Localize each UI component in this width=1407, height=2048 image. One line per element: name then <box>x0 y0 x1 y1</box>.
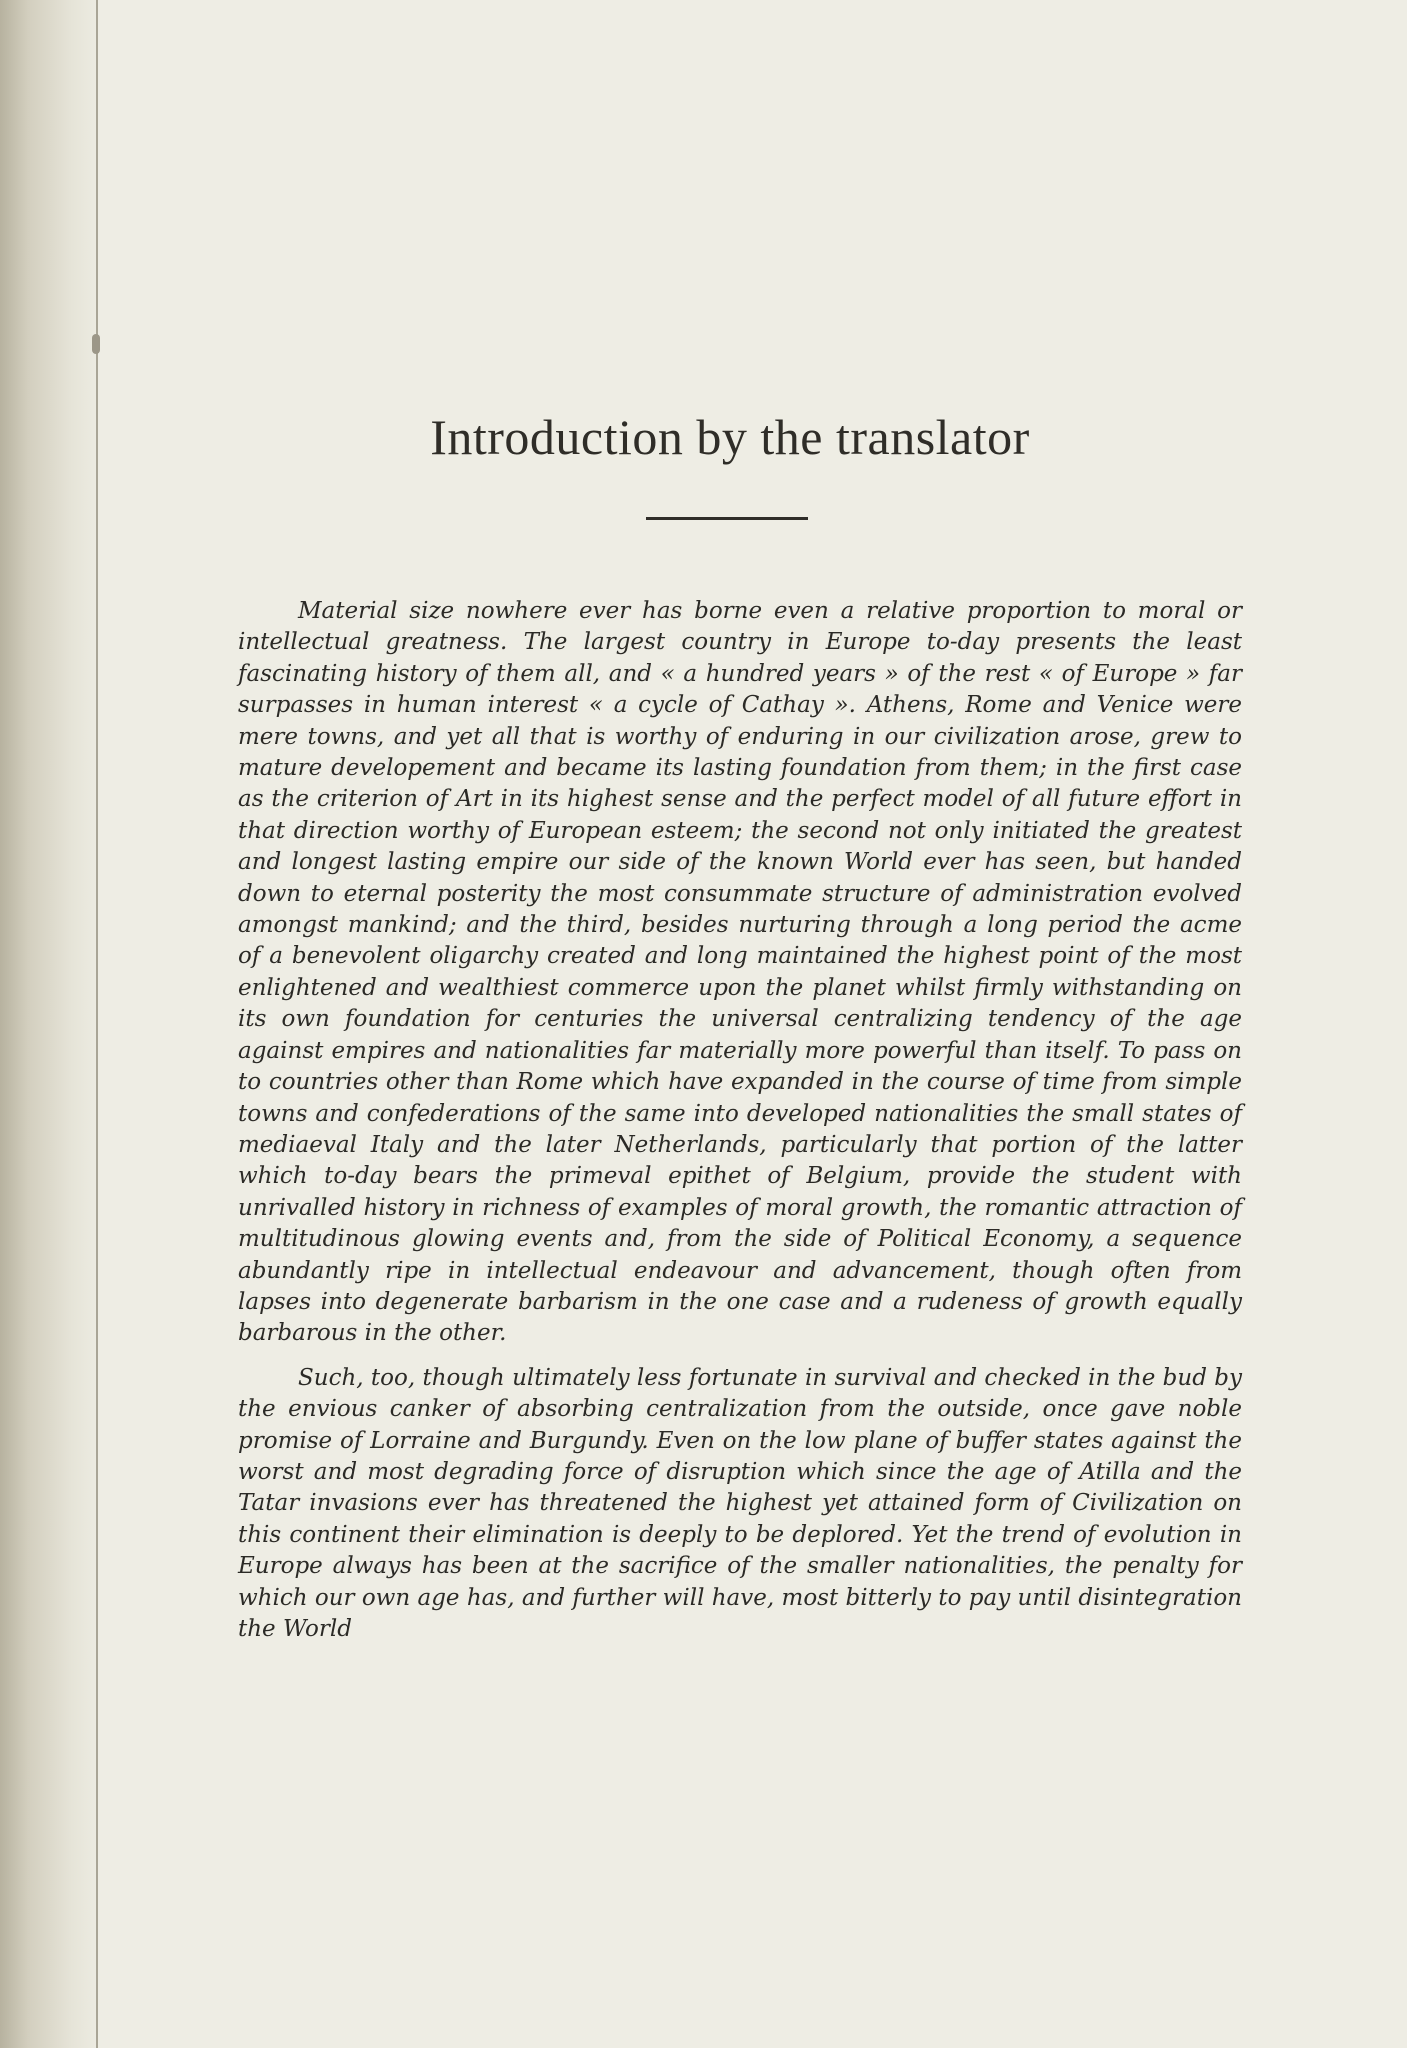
book-gutter <box>0 0 96 2048</box>
page-title: Introduction by the translator <box>430 409 1030 465</box>
paragraph-1: Material size nowhere ever has borne even a relative proportion to moral or intellectual greatness. The largest country in Europe to-day presents the least fascinating history of them all, and « a hundred years » of the rest « of Europe » far surpasses in human interest « a cycle of Cathay ». Athens, Rome and Venice were mere towns, and yet all that is worthy of enduring in our civilization arose, grew to mature developement and became its lasting foundation from them; in the first case as the criterion of Art in its highest sense and the perfect model of all future effort in that direction worthy of European esteem; the second not only initiated the greatest and longest lasting empire our side of the known World ever has seen, but handed down to eternal posterity the most consummate structure of administration evolved amongst mankind; and the third, besides nurturing through a long period the acme of a benevolent oligarchy created and long maintained the highest point of the most enlightened and wealthiest commerce upon the planet whilst firmly withstanding on its own foundation for centuries the universal centralizing tendency of the age against empires and nationalities far materially more powerful than itself. To pass on to countries other than Rome which have expanded in the course of time from simple towns and confederations of the same into developed nationalities the small states of mediaeval Italy and the later Netherlands, particularly that portion of the latter which to-day bears the primeval epithet of Belgium, provide the student with unrivalled history in richness of examples of moral growth, the romantic attraction of multitudinous glowing events and, from the side of Political Economy, a sequence abundantly ripe in intellectual endeavour and advancement, though often from lapses into degenerate barbarism in the one case and a rudeness of growth equally barbarous in the other. <box>238 598 1242 1347</box>
body-text <box>238 596 1242 1645</box>
title-rule <box>646 517 808 520</box>
binding-stitch <box>92 334 100 354</box>
paragraph-2: Such, too, though ultimately less fortunate in survival and checked in the bud by the envious canker of absorbing centralization from the outside, once gave noble promise of Lorraine and Burgundy. Even on the low plane of buffer states against the worst and most degrading force of disruption which since the age of Atilla and the Tatar invasions ever has threatened the highest yet attained form of Civilization on this continent their elimination is deeply to be deplored. Yet the trend of evolution in Europe always has been at the sacrifice of the smaller nationalities, the penalty for which our own age has, and further will have, most bitterly to pay until disintegration the World <box>238 1364 1242 1642</box>
